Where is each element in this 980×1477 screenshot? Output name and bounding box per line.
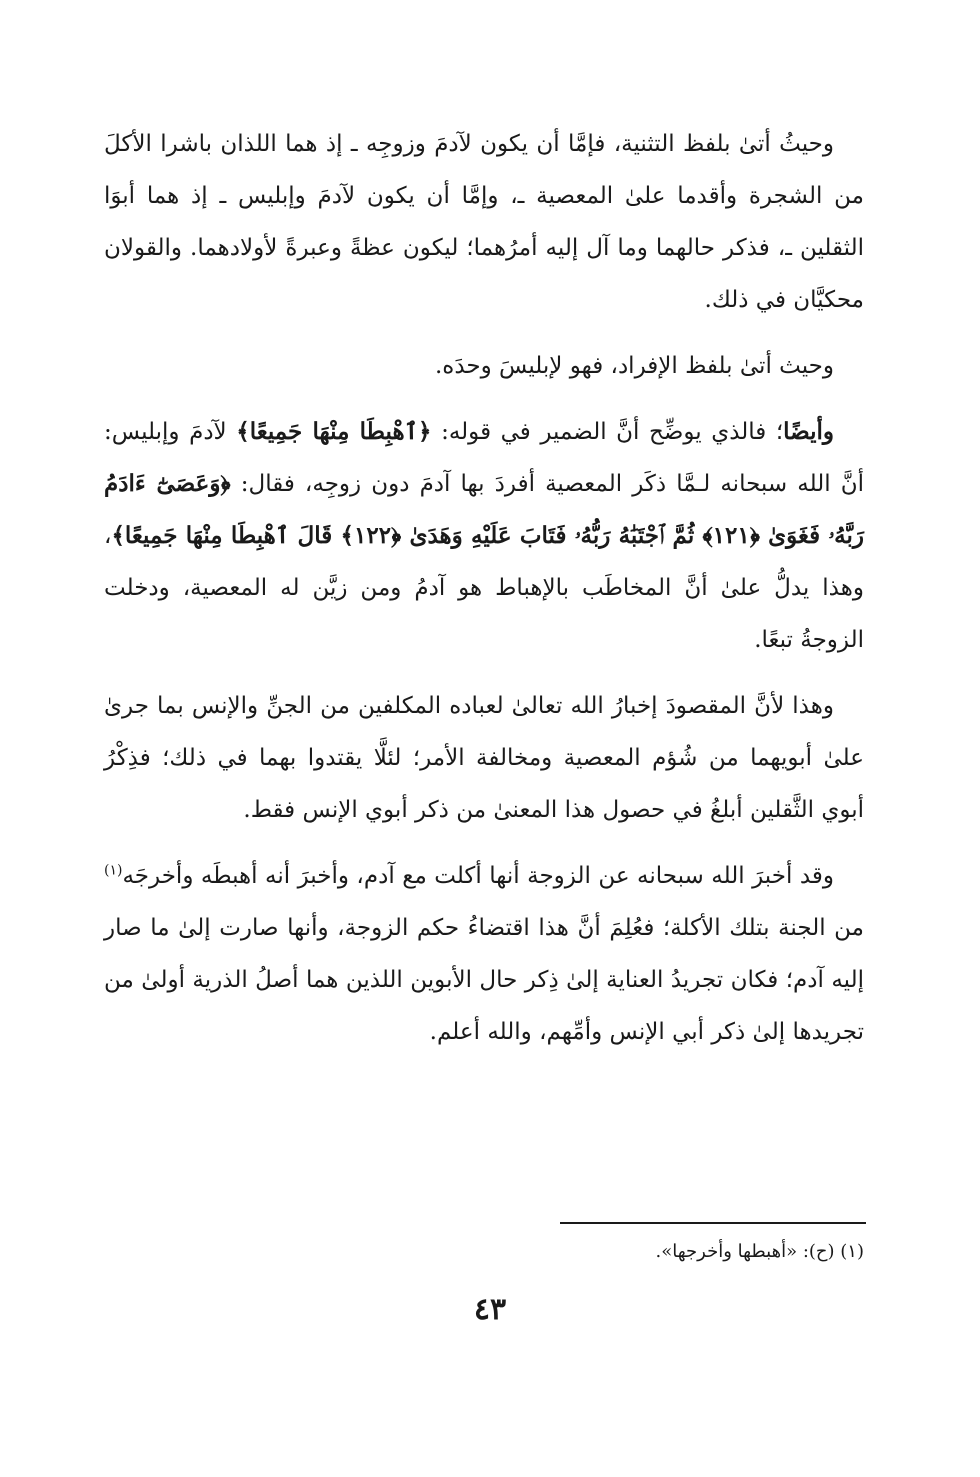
page-number: ٤٣ bbox=[473, 1292, 507, 1327]
footnote: (١) (ح): «أهبطها وأخرجها». bbox=[655, 1241, 864, 1262]
paragraph-3-part-3: ، وهذا يدلُّ علىٰ أنَّ المخاطَب بالإهباط هو آدمُ ومن زيَّن له المعصية، ودخلت الزوجةُ تبعًا. bbox=[104, 523, 864, 653]
paragraph-3-part-2: لآدمَ وإبليس: أنَّ الله سبحانه لـمَّا ذكَر المعصية أفردَ بها آدمَ دون زوجِه، فقال: bbox=[104, 419, 864, 497]
lead-word: وأيضًا bbox=[783, 418, 835, 445]
paragraph-4: وهذا لأنَّ المقصودَ إخبارُ الله تعالىٰ لعباده المكلفين من الجنِّ والإنس بما جرىٰ علىٰ أبويهما من شُؤم المعصية ومخالفة الأمر؛ لئلَّا يقتدوا بهما في ذلك؛ فذِكْرُ أبوي الثَّقلين أبلغُ في حصول هذا المعنىٰ من ذكر أبوي الإنس فقط. bbox=[104, 693, 864, 823]
paragraph-3 bbox=[104, 406, 864, 666]
paragraph-5-part-1: وقد أخبرَ الله سبحانه عن الزوجة أنها أكلت مع آدم، وأخبرَ أنه أهبطَه وأخرجَه bbox=[122, 863, 834, 889]
footnote-marker[interactable]: (١) bbox=[104, 862, 123, 879]
paragraph-5 bbox=[104, 850, 864, 1058]
footnote-divider bbox=[560, 1222, 866, 1224]
paragraph-5-part-2: من الجنة بتلك الأكلة؛ فعُلِمَ أنَّ هذا اقتضاءُ حكم الزوجة، وأنها صارت إلىٰ ما صار إليه آدم؛ فكان تجريدُ العناية إلىٰ ذِكر حال الأبوين اللذين هما أصلُ الذرية أولىٰ من تجريدها إلىٰ ذكر أبي الإنس وأمِّهم، والله أعلم. bbox=[104, 915, 864, 1045]
paragraph-2: وحيث أتىٰ بلفظ الإفراد، فهو لإبليسَ وحدَه. bbox=[434, 353, 834, 379]
quran-quote-1: ﴿ٱهْبِطَا مِنْهَا جَمِيعًا﴾ bbox=[236, 418, 432, 445]
paragraph-1: وحيثُ أتىٰ بلفظ التثنية، فإمَّا أن يكون لآدمَ وزوجِه ـ إذ هما اللذان باشرا الأكلَ من الشجرة وأقدما علىٰ المعصية ـ، وإمَّا أن يكون لآدمَ وإبليس ـ إذ هما أبوَا الثقلين ـ، فذكر حالهما وما آل إليه أمرُهما؛ ليكون عظةً وعبرةً لأولادهما. والقولان محكيَّان في ذلك. bbox=[104, 131, 864, 313]
main-text bbox=[104, 118, 864, 1072]
paragraph-3-part-1: ؛ فالذي يوضِّح أنَّ الضمير في قوله: bbox=[431, 419, 784, 445]
quran-quote-2: ﴿وَعَصَىٰٓ ءَادَمُ رَبَّهُۥ فَغَوَىٰ ﴿١٢١﴾ ثُمَّ ٱجْتَبَٰهُ رَبُّهُۥ فَتَابَ عَلَيْهِ وَهَدَىٰ ﴿١٢٢﴾ قَالَ ٱهْبِطَا مِنْهَا جَمِيعًا﴾ bbox=[104, 470, 864, 549]
